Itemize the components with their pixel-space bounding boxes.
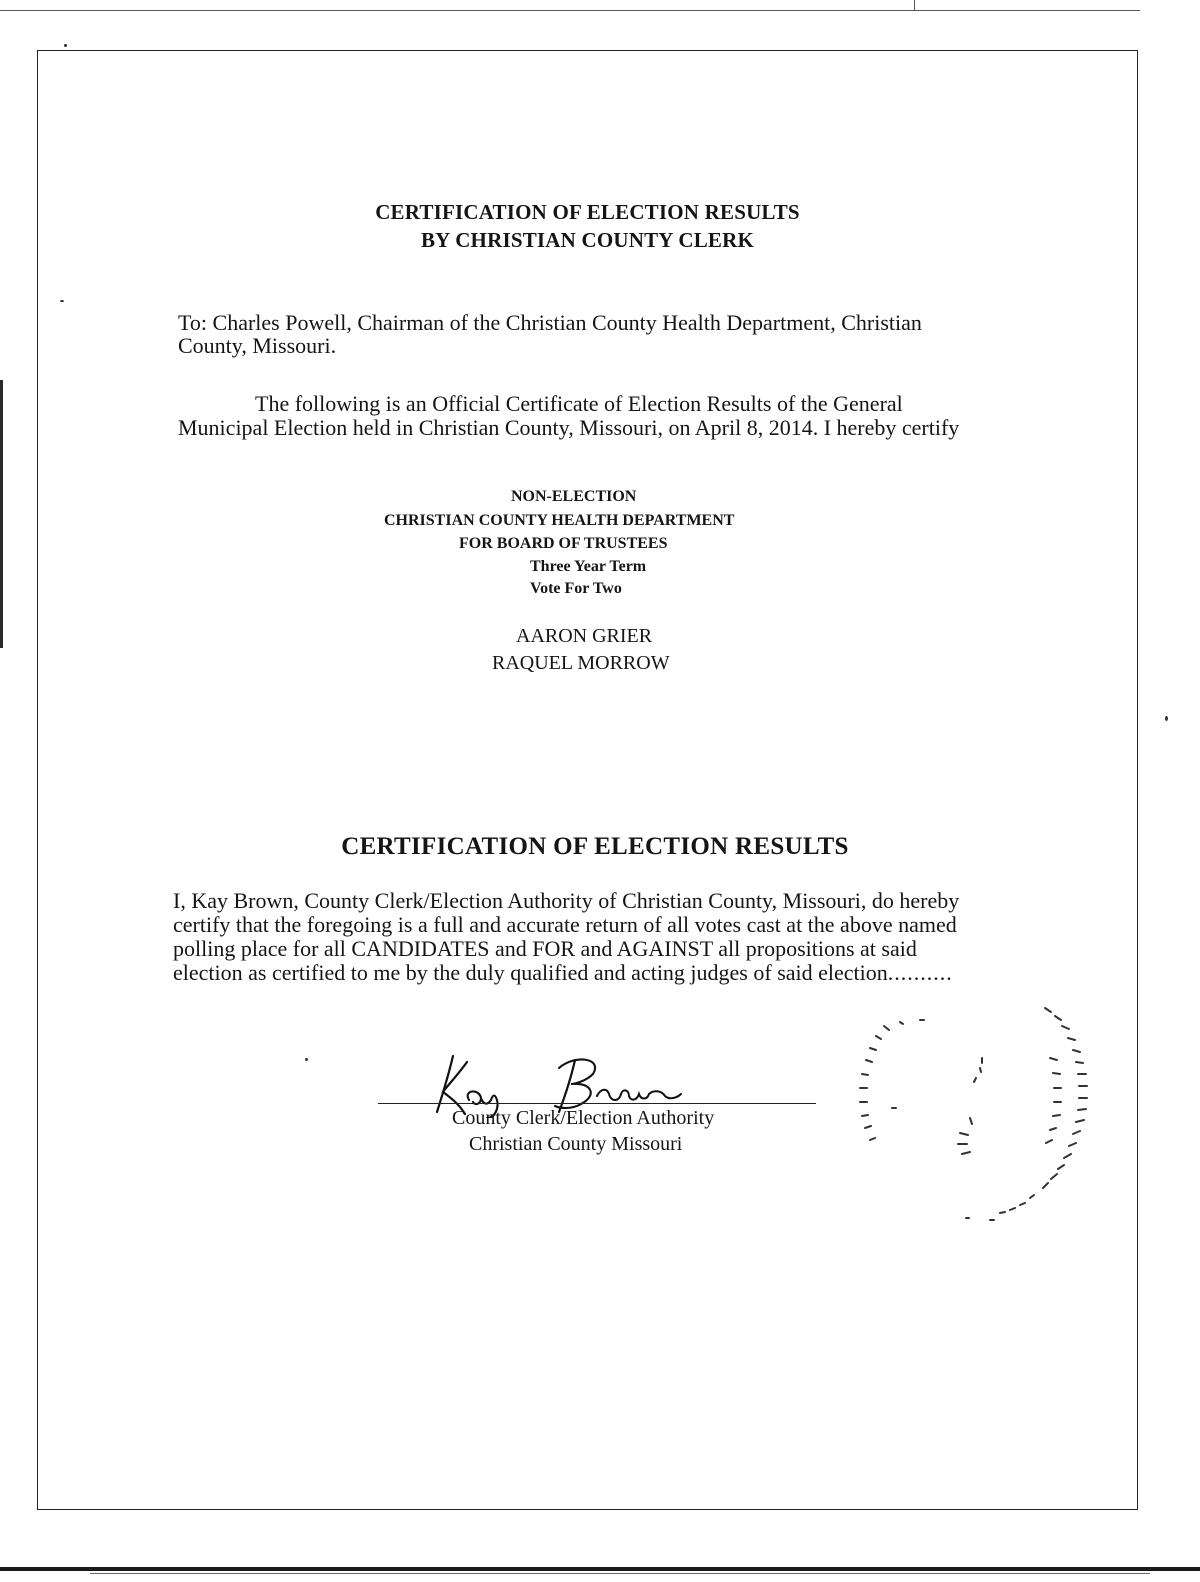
race-heading-non-election: NON-ELECTION bbox=[511, 488, 637, 505]
candidate-name: RAQUEL MORROW bbox=[492, 652, 670, 674]
race-heading-board: FOR BOARD OF TRUSTEES bbox=[459, 535, 668, 552]
scan-bottom-rule bbox=[0, 1567, 1200, 1571]
certification-line3: polling place for all CANDIDATES and FOR and AGAINST all propositions at said bbox=[173, 936, 917, 961]
intro-line2: Municipal Election held in Christian County, Missouri, on April 8, 2014. I hereby certify bbox=[178, 415, 960, 440]
signature-line bbox=[378, 1103, 816, 1104]
scan-left-edge-mark bbox=[0, 380, 3, 648]
certification-line4: election as certified to me by the duly qualified and acting judges of said election.......... bbox=[173, 960, 953, 985]
document-title-line2: BY CHRISTIAN COUNTY CLERK bbox=[420, 228, 755, 252]
scan-top-rule bbox=[0, 10, 1140, 11]
scan-speck bbox=[1165, 716, 1168, 721]
dotted-leader: .......... bbox=[887, 960, 953, 985]
addressee-line2: County, Missouri. bbox=[178, 333, 337, 358]
signature-title: County Clerk/Election Authority bbox=[452, 1107, 715, 1129]
certification-line2: certify that the foregoing is a full and accurate return of all votes cast at the above named bbox=[173, 912, 957, 937]
county-seal-stamp bbox=[840, 998, 1110, 1233]
certification-title: CERTIFICATION OF ELECTION RESULTS bbox=[341, 833, 849, 860]
race-heading-department: CHRISTIAN COUNTY HEALTH DEPARTMENT bbox=[384, 512, 735, 529]
signature-county: Christian County Missouri bbox=[469, 1133, 683, 1155]
scan-bottom-rule-thin bbox=[90, 1573, 1150, 1574]
intro-line1: The following is an Official Certificate of Election Results of the General bbox=[255, 391, 903, 416]
document-border bbox=[37, 50, 1138, 1510]
race-vote-for: Vote For Two bbox=[530, 580, 622, 597]
scan-speck bbox=[64, 44, 67, 47]
addressee-line1: To: Charles Powell, Chairman of the Christian County Health Department, Christian bbox=[178, 310, 922, 335]
document-title-line1: CERTIFICATION OF ELECTION RESULTS bbox=[375, 200, 800, 224]
certification-line1: I, Kay Brown, County Clerk/Election Authority of Christian County, Missouri, do hereby bbox=[173, 888, 960, 913]
race-term: Three Year Term bbox=[530, 558, 647, 575]
scan-top-tick bbox=[914, 0, 915, 10]
candidate-name: AARON GRIER bbox=[516, 625, 653, 647]
